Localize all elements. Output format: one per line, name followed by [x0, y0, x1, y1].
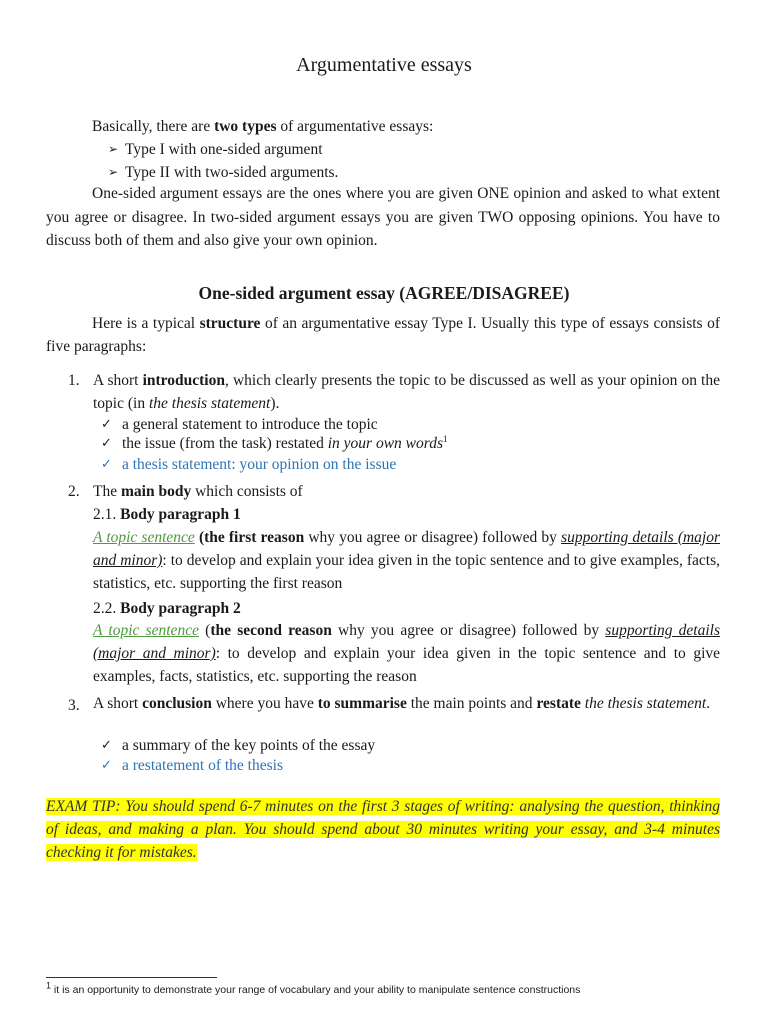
text: why you agree or disagree) followed by — [331, 622, 606, 639]
list-item-conclusion — [93, 694, 720, 714]
arrow-bullet-icon: ➢ — [108, 142, 119, 156]
check-item — [101, 754, 283, 777]
text: Basically, there are — [92, 118, 215, 135]
list-item-main-body — [93, 480, 720, 503]
footnote-ref: 1 — [443, 433, 448, 444]
bold-text: (the first reason — [198, 529, 305, 546]
type-label: Type I with one-sided argument — [125, 141, 323, 158]
italic-text: the thesis statement — [148, 395, 271, 412]
check-item — [101, 453, 397, 476]
list-number: 2. — [68, 483, 80, 500]
text: : to develop and explain your idea given in the topic sentence and to give examples, facts, statistics, etc. supporting the reason — [93, 645, 721, 685]
exam-tip — [46, 795, 720, 864]
text: . — [706, 695, 711, 712]
italic-text: the thesis statement — [580, 695, 707, 712]
text: : to develop and explain your idea given in the topic sentence and to give examples, facts, statistics, etc. supporting the first reason — [93, 552, 720, 592]
sub-heading-1 — [93, 503, 241, 526]
type-label: Type II with two-sided arguments. — [125, 164, 339, 181]
bold-text: main body — [120, 483, 192, 500]
sub-heading-2 — [93, 597, 241, 620]
text: where you have — [211, 695, 318, 712]
list-item-introduction — [93, 369, 720, 415]
text: A short — [93, 695, 143, 712]
bold-text: conclusion — [142, 695, 212, 712]
checkmark-icon: ✓ — [101, 457, 112, 472]
page-title: Argumentative essays — [296, 54, 472, 76]
structure-paragraph — [46, 312, 720, 358]
checkmark-icon: ✓ — [101, 436, 112, 451]
text: Here is a typical — [92, 315, 200, 332]
bold-text: Body paragraph 1 — [120, 506, 241, 523]
check-label: a thesis statement: your opinion on the issue — [122, 456, 397, 473]
topic-sentence-label: A topic sentence — [93, 622, 199, 639]
text: why you agree or disagree) followed by — [304, 529, 562, 546]
type-item-2 — [108, 161, 339, 184]
list-number: 3. — [68, 697, 80, 714]
body-paragraph-1-text — [93, 526, 720, 595]
bold-text: two types — [214, 118, 277, 135]
bold-text: restate — [536, 695, 581, 712]
body-paragraph-2-text — [93, 619, 720, 688]
text: 2.1. — [93, 506, 121, 523]
text: of an argumentative essay Type I. Usually this type of essays consists of five paragraphs: — [46, 315, 721, 355]
text: ( — [198, 622, 211, 639]
check-item — [101, 432, 448, 455]
bold-text: to summarise — [317, 695, 407, 712]
footnote-mark: 1 — [46, 980, 52, 991]
bold-text: introduction — [142, 372, 225, 389]
supporting-details-label: supporting details (major and minor) — [93, 622, 720, 662]
intro-paragraph-2: One-sided argument essays are the ones where you are given ONE opinion and asked to what extent you agree or disagree. In two-sided argument essays you are given TWO opposing opinions. You have to discuss both of them and also give your own opinion. — [46, 185, 720, 249]
check-label: a summary of the key points of the essay — [122, 737, 376, 754]
text: , which clearly presents the topic to be discussed as well as your opinion on the topic (in — [93, 372, 720, 412]
checkmark-icon: ✓ — [101, 417, 112, 432]
intro-paragraph-1 — [46, 115, 720, 138]
checkmark-icon: ✓ — [101, 738, 112, 753]
checkmark-icon: ✓ — [101, 758, 112, 773]
bold-text: the second reason — [210, 622, 332, 639]
footnote-divider — [46, 977, 217, 978]
text: which consists of — [191, 483, 303, 500]
type-item-1 — [108, 138, 323, 161]
section-heading: One-sided argument essay (AGREE/DISAGREE) — [198, 283, 570, 303]
topic-sentence-label: A topic sentence — [93, 529, 195, 546]
check-label: the issue (from the task) restated — [122, 435, 328, 452]
text: 2.2. — [93, 600, 121, 617]
text: of argumentative essays: — [276, 118, 434, 135]
bold-text: structure — [199, 315, 261, 332]
bold-text: Body paragraph 2 — [120, 600, 241, 617]
arrow-bullet-icon: ➢ — [108, 165, 119, 179]
text: The — [93, 483, 121, 500]
check-label: a restatement of the thesis — [122, 757, 283, 774]
italic-text: in your own words — [327, 435, 444, 452]
list-number: 1. — [68, 372, 80, 389]
footnote-text: it is an opportunity to demonstrate your range of vocabulary and your ability to manipulate sentence constructions — [51, 984, 581, 996]
text: the main points and — [406, 695, 537, 712]
check-label: a general statement to introduce the topic — [122, 416, 378, 433]
exam-tip-text: EXAM TIP: You should spend 6-7 minutes on the first 3 stages of writing: analysing the question, thinking of ideas, and making a plan. You should spend about 30 minutes writing your essay, and 3-4 minutes checking it for mistakes. — [46, 798, 720, 861]
supporting-details-label: supporting details (major and minor) — [93, 529, 721, 569]
text: A short — [93, 372, 143, 389]
footnote — [46, 980, 581, 997]
text: ). — [270, 395, 280, 412]
